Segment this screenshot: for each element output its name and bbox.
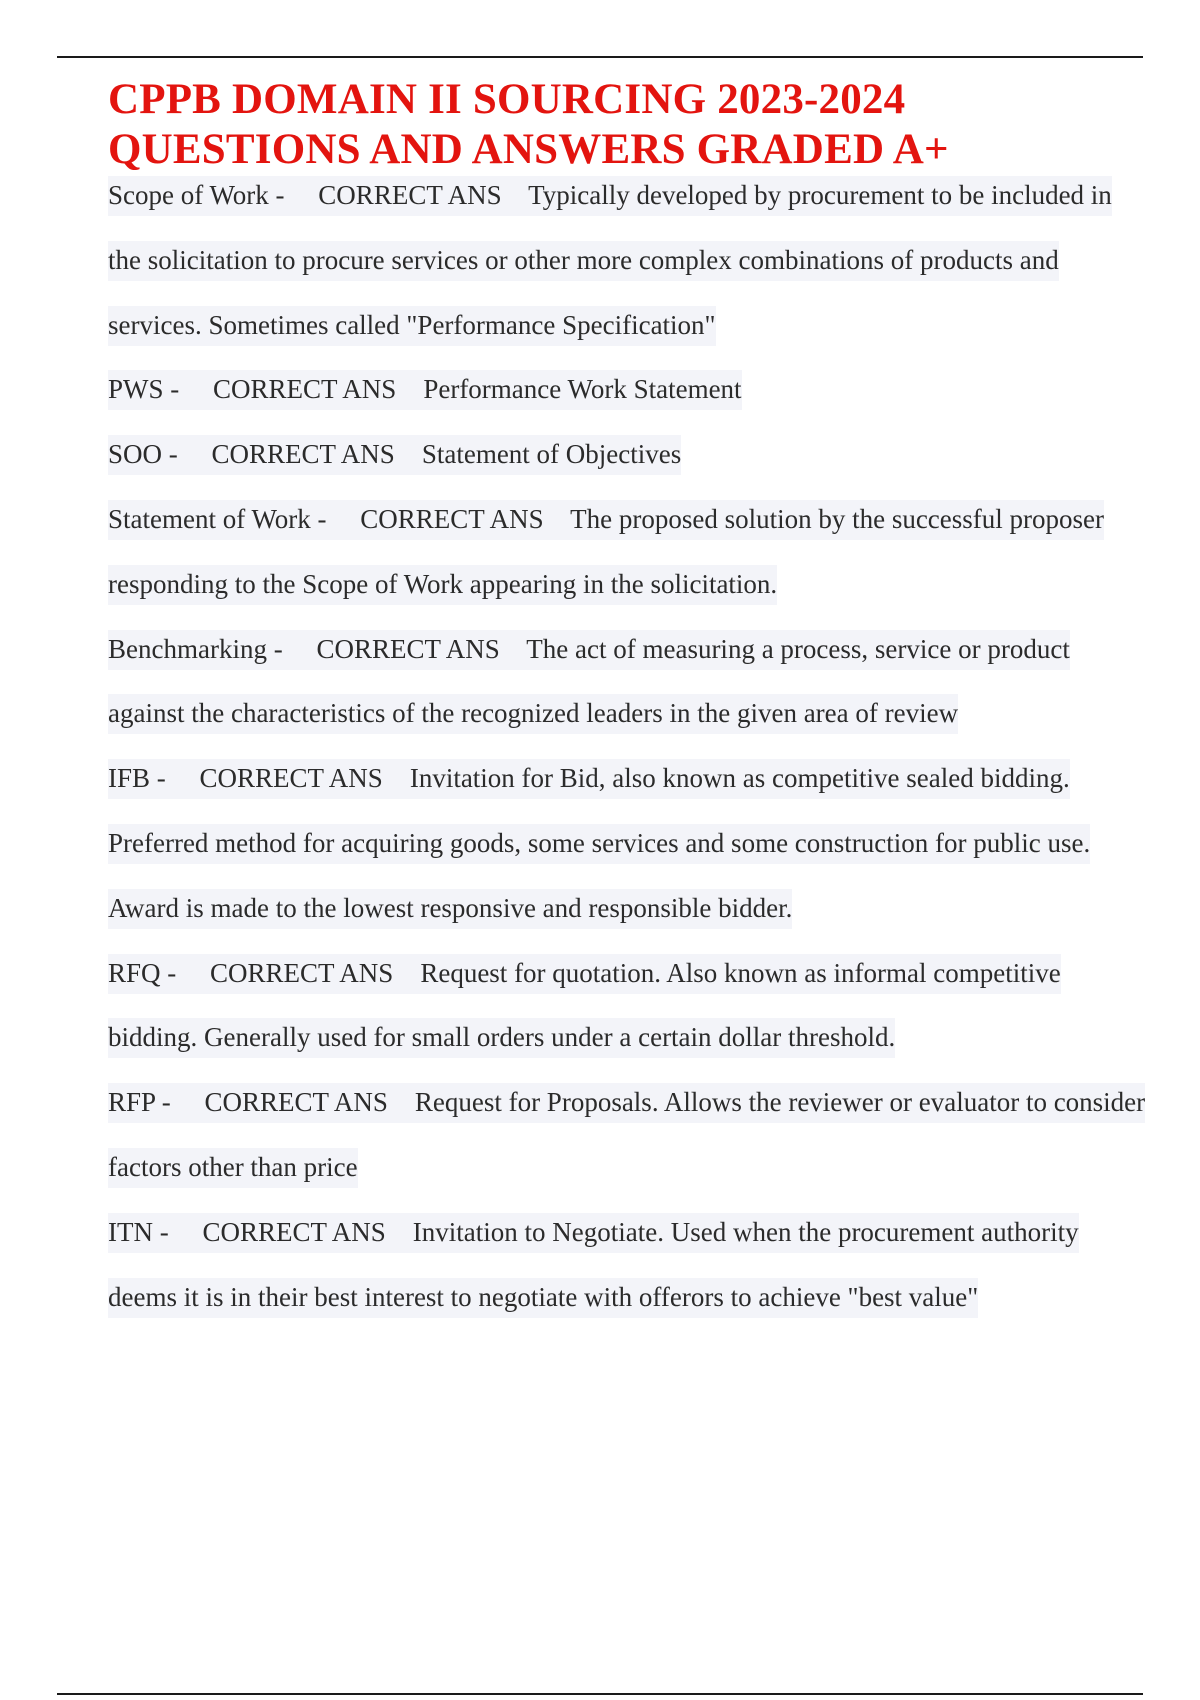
top-rule — [57, 56, 1143, 58]
qa-answer: Request for quotation. Also known as informal competitive bidding. Generally used for small orders under a certain dollar threshold. — [108, 957, 1061, 1053]
answer-label: CORRECT ANS — [360, 503, 544, 534]
qa-term: ITN - — [108, 1216, 169, 1247]
qa-entry — [108, 617, 1148, 747]
answer-label: CORRECT ANS — [211, 439, 395, 470]
answer-label: CORRECT ANS — [199, 763, 383, 794]
bottom-rule — [57, 1693, 1143, 1695]
qa-entry — [108, 422, 1148, 487]
qa-answer: Performance Work Statement — [423, 374, 742, 405]
qa-entry — [108, 163, 1148, 357]
document-title: CPPB DOMAIN II SOURCING 2023-2024 QUESTIONS AND ANSWERS GRADED A+ — [108, 76, 949, 173]
qa-list — [108, 163, 1148, 1329]
answer-label: CORRECT ANS — [210, 957, 394, 988]
qa-term: Benchmarking - — [108, 633, 283, 664]
qa-entry — [108, 746, 1148, 940]
qa-entry — [108, 1070, 1148, 1200]
answer-label: CORRECT ANS — [318, 180, 502, 210]
qa-answer: Invitation for Bid, also known as competitive sealed bidding. Preferred method for acquiring goods, some services and some construction for public use. Award is made to the lowest responsive and responsible bidder. — [108, 763, 1091, 923]
qa-answer: The proposed solution by the successful proposer responding to the Scope of Work appearing in the solicitation. — [108, 503, 1105, 599]
qa-answer: Statement of Objectives — [421, 439, 682, 470]
qa-term: SOO - — [108, 439, 178, 470]
qa-term: PWS - — [108, 374, 180, 405]
qa-term: Statement of Work - — [108, 503, 327, 534]
qa-answer: Typically developed by procurement to be included in the solicitation to procure services or other more complex combinations of products and services. Sometimes called "Performance Specification" — [108, 180, 1112, 340]
answer-label: CORRECT ANS — [202, 1216, 386, 1247]
qa-answer: Request for Proposals. Allows the reviewer or evaluator to consider factors other than price — [108, 1087, 1146, 1182]
qa-entry — [108, 1200, 1148, 1330]
qa-entry — [108, 941, 1148, 1071]
qa-entry — [108, 357, 1148, 422]
qa-term: RFP - — [108, 1087, 171, 1118]
qa-term: Scope of Work - — [108, 180, 285, 210]
answer-label: CORRECT ANS — [204, 1087, 388, 1118]
qa-answer: The act of measuring a process, service or product against the characteristics of the recognized leaders in the given area of review — [108, 633, 1070, 729]
qa-answer: Invitation to Negotiate. Used when the procurement authority deems it is in their best interest to negotiate with offerors to achieve "best value" — [108, 1216, 1079, 1312]
qa-term: RFQ - — [108, 957, 177, 988]
answer-label: CORRECT ANS — [213, 374, 397, 405]
answer-label: CORRECT ANS — [316, 633, 500, 664]
qa-entry — [108, 487, 1148, 617]
qa-term: IFB - — [108, 763, 166, 794]
